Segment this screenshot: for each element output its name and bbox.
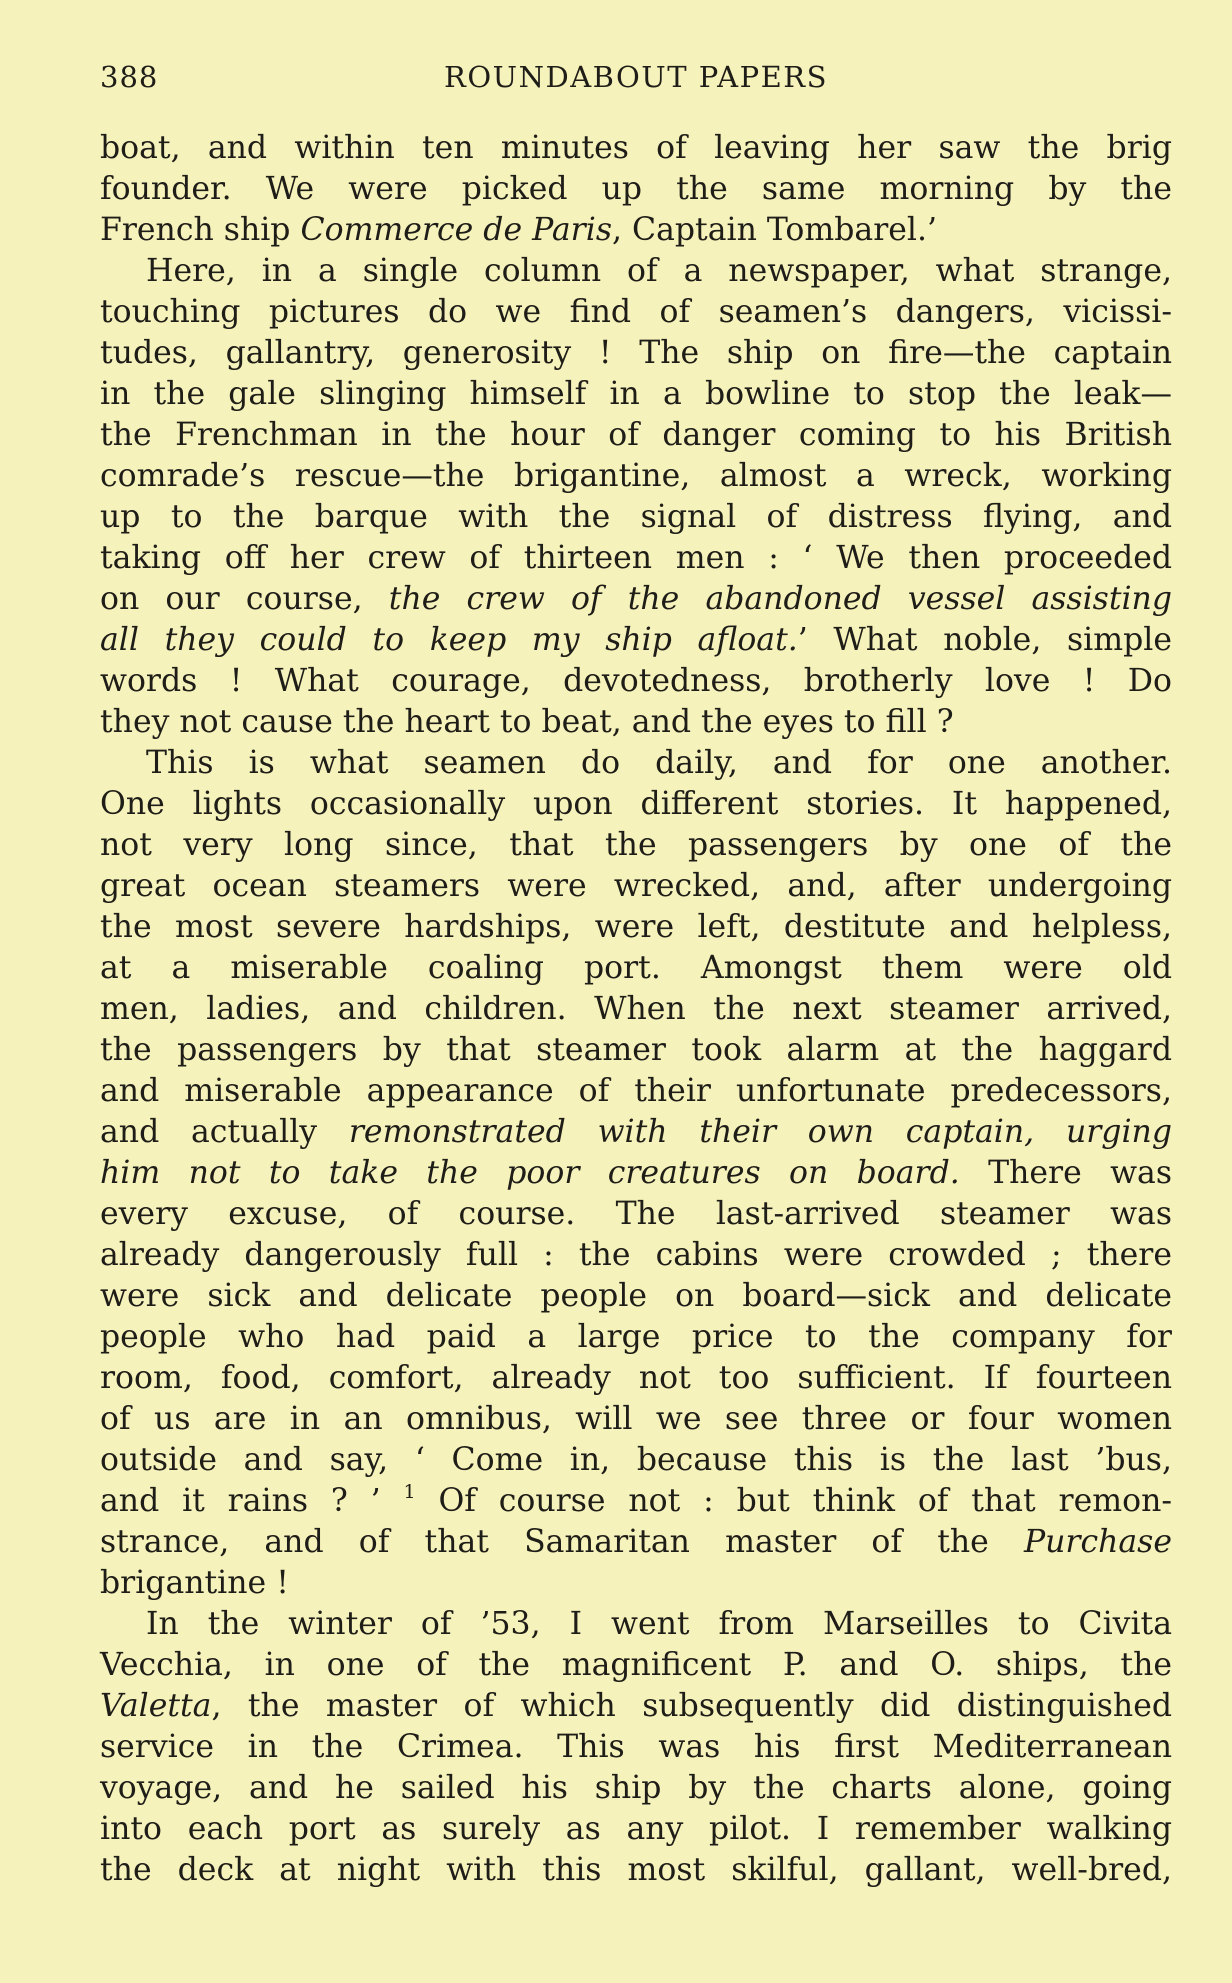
text-line (100, 1809, 1172, 1850)
text-segment: every excuse, of course. The last-arrived steamer was (100, 1196, 1172, 1232)
text-segment: people who had paid a large price to the company for (100, 1319, 1172, 1355)
text-line (100, 1317, 1172, 1358)
text-segment: were sick and delicate people on board—sick and delicate (100, 1278, 1172, 1314)
footnote-marker: 1 (403, 1481, 416, 1503)
text-segment: comrade’s rescue—the brigantine, almost a wreck, working (100, 458, 1172, 494)
text-line (100, 1522, 1172, 1563)
text-line (100, 1440, 1172, 1481)
text-line (100, 743, 1172, 784)
text-line (100, 948, 1172, 989)
text-line (100, 1071, 1172, 1112)
text-segment: into each port as surely as any pilot. I remember walking (100, 1811, 1172, 1847)
italic-text: Valetta (100, 1688, 212, 1724)
running-head (100, 60, 1172, 100)
italic-text: the crew of the abandoned vessel assisting (388, 581, 1173, 617)
text-segment: voyage, and he sailed his ship by the charts alone, going (100, 1770, 1172, 1806)
text-line (100, 1399, 1172, 1440)
text-line (100, 907, 1172, 948)
text-segment: the Frenchman in the hour of danger coming to his British (100, 417, 1172, 453)
text-line (100, 210, 1172, 251)
text-segment: they not cause the heart to beat, and the eyes to fill ? (100, 704, 954, 740)
text-line (100, 1768, 1172, 1809)
text-line (100, 989, 1172, 1030)
text-line (100, 251, 1172, 292)
text-line (100, 1645, 1172, 1686)
text-segment: words ! What courage, devotedness, brotherly love ! Do (100, 663, 1172, 699)
running-title: ROUNDABOUT PAPERS (444, 60, 828, 94)
text-line (100, 1604, 1172, 1645)
text-segment: the passengers by that steamer took alarm at the haggard (100, 1032, 1172, 1068)
text-line (100, 1358, 1172, 1399)
text-line (100, 292, 1172, 333)
text-segment: French ship (100, 212, 301, 248)
text-segment: of us are in an omnibus, will we see three or four women (100, 1401, 1172, 1437)
text-segment: ’ What noble, simple (797, 622, 1172, 658)
text-segment: the deck at night with this most skilful, gallant, well-bred, (100, 1852, 1172, 1888)
text-segment: Of course not : but think of that remon- (415, 1483, 1173, 1519)
text-line (100, 169, 1172, 210)
text-line (100, 579, 1172, 620)
text-line (100, 1112, 1172, 1153)
text-segment: taking off her crew of thirteen men : ‘ We then proceeded (100, 540, 1172, 576)
text-line (100, 1686, 1172, 1727)
text-line (100, 1727, 1172, 1768)
text-segment: up to the barque with the signal of distress flying, and (100, 499, 1172, 535)
text-segment: service in the Crimea. This was his first Mediterranean (100, 1729, 1172, 1765)
text-line (100, 1153, 1172, 1194)
text-segment: already dangerously full : the cabins were crowded ; there (100, 1237, 1172, 1273)
text-segment: great ocean steamers were wrecked, and, after undergoing (100, 868, 1172, 904)
text-segment: and actually (100, 1114, 349, 1150)
text-line (100, 1276, 1172, 1317)
text-segment: at a miserable coaling port. Amongst them were old (100, 950, 1172, 986)
text-line (100, 1235, 1172, 1276)
text-segment: the most severe hardships, were left, destitute and helpless, (100, 909, 1172, 945)
text-segment: Here, in a single column of a newspaper, what strange, (146, 253, 1172, 289)
text-segment: strance, and of that Samaritan master of the (100, 1524, 1024, 1560)
text-line (100, 620, 1172, 661)
text-segment: touching pictures do we find of seamen’s dangers, vicissi- (100, 294, 1172, 330)
text-segment: , Captain Tombarel.’ (611, 212, 938, 248)
italic-text: Commerce de Paris (300, 212, 612, 248)
text-segment: and miserable appearance of their unfortunate predecessors, (100, 1073, 1172, 1109)
text-line (100, 415, 1172, 456)
italic-text: remonstrated with their own captain, urging (348, 1114, 1172, 1150)
text-segment: , the master of which subsequently did distinguished (211, 1688, 1172, 1724)
text-segment: tudes, gallantry, generosity ! The ship on fire—the captain (100, 335, 1172, 371)
text-line (100, 1194, 1172, 1235)
text-line (100, 538, 1172, 579)
italic-text: Purchase (1023, 1524, 1172, 1560)
text-line (100, 661, 1172, 702)
text-segment: In the winter of ’53, I went from Marseilles to Civita (146, 1606, 1172, 1642)
text-line (100, 374, 1172, 415)
text-segment: outside and say, ‘ Come in, because this is the last ’bus, (100, 1442, 1172, 1478)
text-segment: on our course, (100, 581, 389, 617)
text-segment: This is what seamen do daily, and for one another. (146, 745, 1172, 781)
text-segment: There was (959, 1155, 1173, 1191)
page-number: 388 (100, 60, 159, 94)
text-line (100, 456, 1172, 497)
text-line (100, 866, 1172, 907)
text-segment: not very long since, that the passengers by one of the (100, 827, 1172, 863)
text-segment: founder. We were picked up the same morning by the (100, 171, 1172, 207)
italic-text: him not to take the poor creatures on board. (100, 1155, 960, 1191)
text-line (100, 1563, 1172, 1604)
text-segment: brigantine ! (100, 1565, 289, 1601)
text-line (100, 825, 1172, 866)
text-line (100, 784, 1172, 825)
body-text (100, 128, 1172, 1891)
text-line (100, 333, 1172, 374)
text-segment: and it rains ? ’ (100, 1483, 404, 1519)
text-line (100, 128, 1172, 169)
text-segment: One lights occasionally upon different stories. It happened, (100, 786, 1172, 822)
text-segment: room, food, comfort, already not too sufficient. If fourteen (100, 1360, 1172, 1396)
text-line (100, 1850, 1172, 1891)
text-line (100, 1030, 1172, 1071)
text-segment: Vecchia, in one of the magnificent P. and O. ships, the (100, 1647, 1172, 1683)
text-segment: boat, and within ten minutes of leaving her saw the brig (100, 130, 1172, 166)
text-line (100, 1481, 1172, 1522)
text-line (100, 497, 1172, 538)
text-segment: in the gale slinging himself in a bowline to stop the leak— (100, 376, 1172, 412)
text-segment: men, ladies, and children. When the next steamer arrived, (100, 991, 1172, 1027)
text-line (100, 702, 1172, 743)
italic-text: all they could to keep my ship afloat. (100, 622, 798, 658)
